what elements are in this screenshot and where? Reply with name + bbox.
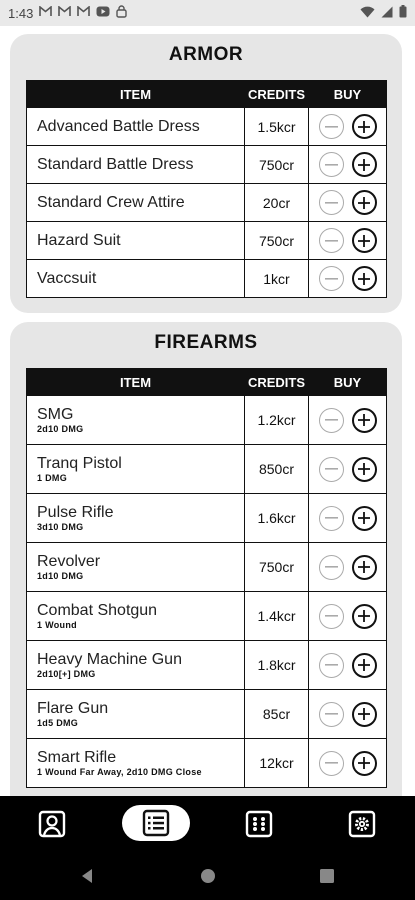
table-row — [27, 690, 387, 739]
scroll-content[interactable] — [0, 26, 415, 796]
system-navigation-bar — [0, 858, 415, 900]
credits-cell: 1.4kcr — [245, 592, 309, 641]
minus-icon — [325, 566, 338, 568]
decrease-button[interactable] — [319, 228, 344, 253]
increase-button[interactable] — [352, 653, 377, 678]
increase-button[interactable] — [352, 152, 377, 177]
credits-cell: 750cr — [245, 146, 309, 184]
signal-icon — [381, 6, 393, 21]
minus-icon — [325, 664, 338, 666]
nav-shop-button[interactable] — [122, 805, 190, 841]
table-header-row — [27, 81, 387, 108]
column-header-credits: CREDITS — [245, 369, 309, 396]
increase-button[interactable] — [352, 702, 377, 727]
plus-icon — [357, 658, 371, 672]
increase-button[interactable] — [352, 506, 377, 531]
item-cell — [27, 592, 245, 641]
battery-icon — [399, 5, 407, 21]
table-row — [27, 396, 387, 445]
table-row — [27, 184, 387, 222]
buy-cell — [309, 592, 387, 641]
item-cell — [27, 184, 245, 222]
decrease-button[interactable] — [319, 702, 344, 727]
table-row — [27, 146, 387, 184]
minus-icon — [325, 615, 338, 617]
item-cell — [27, 146, 245, 184]
plus-icon — [357, 707, 371, 721]
decrease-button[interactable] — [319, 266, 344, 291]
decrease-button[interactable] — [319, 190, 344, 215]
status-bar — [0, 0, 415, 26]
recents-icon[interactable] — [320, 869, 334, 883]
item-name: Tranq Pistol — [37, 454, 122, 472]
item-cell — [27, 690, 245, 739]
table-row — [27, 108, 387, 146]
increase-button[interactable] — [352, 228, 377, 253]
item-cell — [27, 396, 245, 445]
item-damage: 1 Wound Far Away, 2d10 DMG Close — [37, 766, 202, 777]
buy-cell — [309, 396, 387, 445]
nav-dice-button[interactable] — [237, 808, 281, 840]
buy-cell — [309, 739, 387, 788]
item-damage: 1 Wound — [37, 619, 77, 630]
bottom-navigation — [0, 796, 415, 900]
column-header-buy: BUY — [309, 81, 387, 108]
wifi-icon — [360, 6, 375, 21]
minus-icon — [325, 517, 338, 519]
table-row — [27, 260, 387, 298]
plus-icon — [357, 560, 371, 574]
plus-icon — [357, 120, 371, 134]
increase-button[interactable] — [352, 190, 377, 215]
item-name: Flare Gun — [37, 699, 109, 717]
table-row — [27, 494, 387, 543]
plus-icon — [357, 272, 371, 286]
credits-cell: 20cr — [245, 184, 309, 222]
increase-button[interactable] — [352, 408, 377, 433]
vpn-icon — [116, 5, 127, 21]
buy-cell — [309, 543, 387, 592]
column-header-credits: CREDITS — [245, 81, 309, 108]
item-name: Standard Battle Dress — [37, 155, 194, 173]
table-row — [27, 641, 387, 690]
minus-icon — [325, 278, 338, 280]
buy-cell — [309, 641, 387, 690]
table-row — [27, 543, 387, 592]
item-cell — [27, 222, 245, 260]
settings-icon — [348, 810, 376, 838]
table-row — [27, 445, 387, 494]
column-header-buy: BUY — [309, 369, 387, 396]
buy-cell — [309, 260, 387, 298]
increase-button[interactable] — [352, 604, 377, 629]
item-name: Combat Shotgun — [37, 601, 158, 619]
minus-icon — [325, 762, 338, 764]
plus-icon — [357, 196, 371, 210]
plus-icon — [357, 234, 371, 248]
firearms-card — [10, 322, 402, 796]
item-damage: 1d5 DMG — [37, 717, 79, 728]
credits-cell: 1.5kcr — [245, 108, 309, 146]
item-cell — [27, 641, 245, 690]
minus-icon — [325, 713, 338, 715]
buy-cell — [309, 108, 387, 146]
decrease-button[interactable] — [319, 152, 344, 177]
armor-card — [10, 34, 402, 313]
item-cell — [27, 739, 245, 788]
minus-icon — [325, 419, 338, 421]
gmail-icon — [58, 6, 71, 20]
decrease-button[interactable] — [319, 555, 344, 580]
table-row — [27, 592, 387, 641]
minus-icon — [325, 240, 338, 242]
armor-table — [26, 80, 387, 298]
increase-button[interactable] — [352, 751, 377, 776]
column-header-item: ITEM — [27, 369, 245, 396]
item-name: Smart Rifle — [37, 748, 117, 766]
item-damage: 3d10 DMG — [37, 521, 84, 532]
plus-icon — [357, 609, 371, 623]
column-header-item: ITEM — [27, 81, 245, 108]
decrease-button[interactable] — [319, 457, 344, 482]
back-icon[interactable] — [80, 868, 94, 884]
plus-icon — [357, 511, 371, 525]
minus-icon — [325, 468, 338, 470]
item-name: Revolver — [37, 552, 101, 570]
buy-cell — [309, 445, 387, 494]
credits-cell: 1kcr — [245, 260, 309, 298]
increase-button[interactable] — [352, 114, 377, 139]
item-cell — [27, 445, 245, 494]
gmail-icon — [77, 6, 90, 20]
nav-settings-button[interactable] — [340, 808, 384, 840]
decrease-button[interactable] — [319, 114, 344, 139]
plus-icon — [357, 756, 371, 770]
item-cell — [27, 543, 245, 592]
buy-cell — [309, 222, 387, 260]
buy-cell — [309, 146, 387, 184]
status-time: 1:43 — [8, 5, 34, 21]
item-cell — [27, 494, 245, 543]
credits-cell: 85cr — [245, 690, 309, 739]
item-name: Hazard Suit — [37, 231, 121, 249]
decrease-button[interactable] — [319, 408, 344, 433]
increase-button[interactable] — [352, 555, 377, 580]
table-header-row — [27, 369, 387, 396]
item-name: Heavy Machine Gun — [37, 650, 182, 668]
buy-cell — [309, 494, 387, 543]
credits-cell: 1.8kcr — [245, 641, 309, 690]
increase-button[interactable] — [352, 457, 377, 482]
gmail-icon — [39, 6, 52, 20]
plus-icon — [357, 413, 371, 427]
credits-cell: 750cr — [245, 543, 309, 592]
table-row — [27, 222, 387, 260]
status-right-icons — [360, 5, 407, 21]
decrease-button[interactable] — [319, 506, 344, 531]
credits-cell: 12kcr — [245, 739, 309, 788]
list-icon — [142, 809, 170, 837]
minus-icon — [325, 164, 338, 166]
home-icon[interactable] — [200, 868, 216, 884]
decrease-button[interactable] — [319, 653, 344, 678]
item-damage: 2d10[+] DMG — [37, 668, 96, 679]
minus-icon — [325, 126, 338, 128]
plus-icon — [357, 462, 371, 476]
item-damage: 1 DMG — [37, 472, 68, 483]
credits-cell: 1.2kcr — [245, 396, 309, 445]
nav-character-button[interactable] — [30, 808, 74, 840]
item-damage: 2d10 DMG — [37, 423, 84, 434]
character-icon — [38, 810, 66, 838]
firearms-title: FIREARMS — [154, 332, 258, 353]
item-name: Pulse Rifle — [37, 503, 114, 521]
youtube-icon — [96, 6, 110, 20]
buy-cell — [309, 690, 387, 739]
item-name: SMG — [37, 405, 74, 423]
credits-cell: 850cr — [245, 445, 309, 494]
item-cell — [27, 260, 245, 298]
notification-icons — [39, 5, 127, 21]
buy-cell — [309, 184, 387, 222]
item-damage: 1d10 DMG — [37, 570, 84, 581]
credits-cell: 750cr — [245, 222, 309, 260]
item-name: Advanced Battle Dress — [37, 117, 200, 135]
table-row — [27, 739, 387, 788]
minus-icon — [325, 202, 338, 204]
dice-icon — [245, 810, 273, 838]
increase-button[interactable] — [352, 266, 377, 291]
item-name: Vaccsuit — [37, 269, 97, 287]
armor-title: ARMOR — [168, 44, 244, 65]
firearms-table — [26, 368, 387, 788]
item-name: Standard Crew Attire — [37, 193, 185, 211]
decrease-button[interactable] — [319, 604, 344, 629]
credits-cell: 1.6kcr — [245, 494, 309, 543]
decrease-button[interactable] — [319, 751, 344, 776]
item-cell — [27, 108, 245, 146]
plus-icon — [357, 158, 371, 172]
